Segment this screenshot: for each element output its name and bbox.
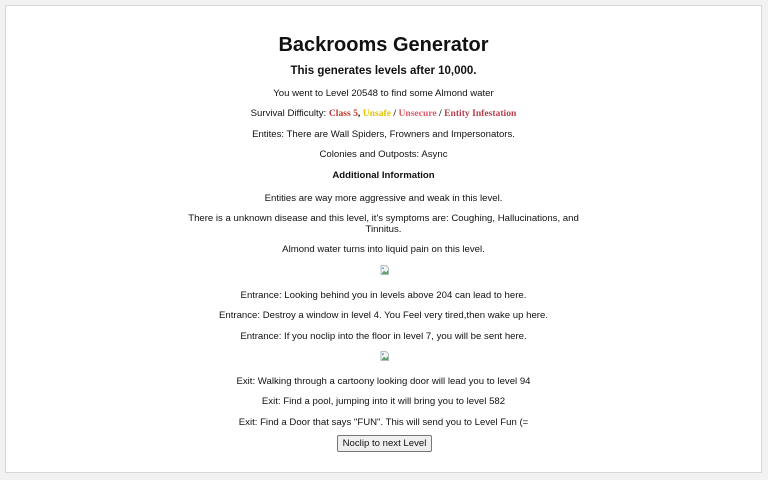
difficulty-comma: , xyxy=(357,108,363,119)
difficulty-tag-unsecure: Unsecure xyxy=(398,108,437,119)
additional-info-item: There is a unknown disease and this level, it's symptoms are: Coughing, Hallucinations, and Tinnitus. xyxy=(188,213,579,235)
difficulty-label: Survival Difficulty: xyxy=(250,108,329,119)
difficulty-separator: / xyxy=(390,108,399,119)
difficulty-class: Class 5 xyxy=(328,108,358,119)
broken-image-icon xyxy=(380,351,390,361)
noclip-next-level-button[interactable]: Noclip to next Level xyxy=(337,435,432,452)
broken-image-icon xyxy=(380,265,390,275)
page-title: Backrooms Generator xyxy=(278,34,489,56)
exit-item: Exit: Walking through a cartoony looking door will lead you to level 94 xyxy=(236,376,531,387)
level-intro: You went to Level 20548 to find some Almond water xyxy=(273,88,494,99)
entrance-item: Entrance: Destroy a window in level 4. You Feel very tired,then wake up here. xyxy=(218,310,549,321)
additional-info-heading: Additional Information xyxy=(332,170,435,181)
additional-info-item: Almond water turns into liquid pain on this level. xyxy=(282,244,485,255)
difficulty-tag-unsafe: Unsafe xyxy=(362,108,391,119)
survival-difficulty xyxy=(6,108,761,119)
entrance-item: Entrance: If you noclip into the floor in level 7, you will be sent here. xyxy=(240,331,527,342)
additional-info-item: Entities are way more aggressive and weak in this level. xyxy=(264,193,503,204)
entities-text: Entites: There are Wall Spiders, Frowners and Impersonators. xyxy=(252,129,515,140)
colonies-text: Colonies and Outposts: Async xyxy=(319,149,448,160)
page-subtitle: This generates levels after 10,000. xyxy=(290,65,477,77)
difficulty-separator: / xyxy=(436,108,445,119)
page-card xyxy=(5,5,762,473)
entrance-item: Entrance: Looking behind you in levels above 204 can lead to here. xyxy=(240,290,527,301)
exit-item: Exit: Find a Door that says "FUN". This will send you to Level Fun (= xyxy=(238,417,529,428)
exit-item: Exit: Find a pool, jumping into it will bring you to level 582 xyxy=(261,396,506,407)
difficulty-tag-entity-infestation: Entity Infestation xyxy=(444,108,517,119)
